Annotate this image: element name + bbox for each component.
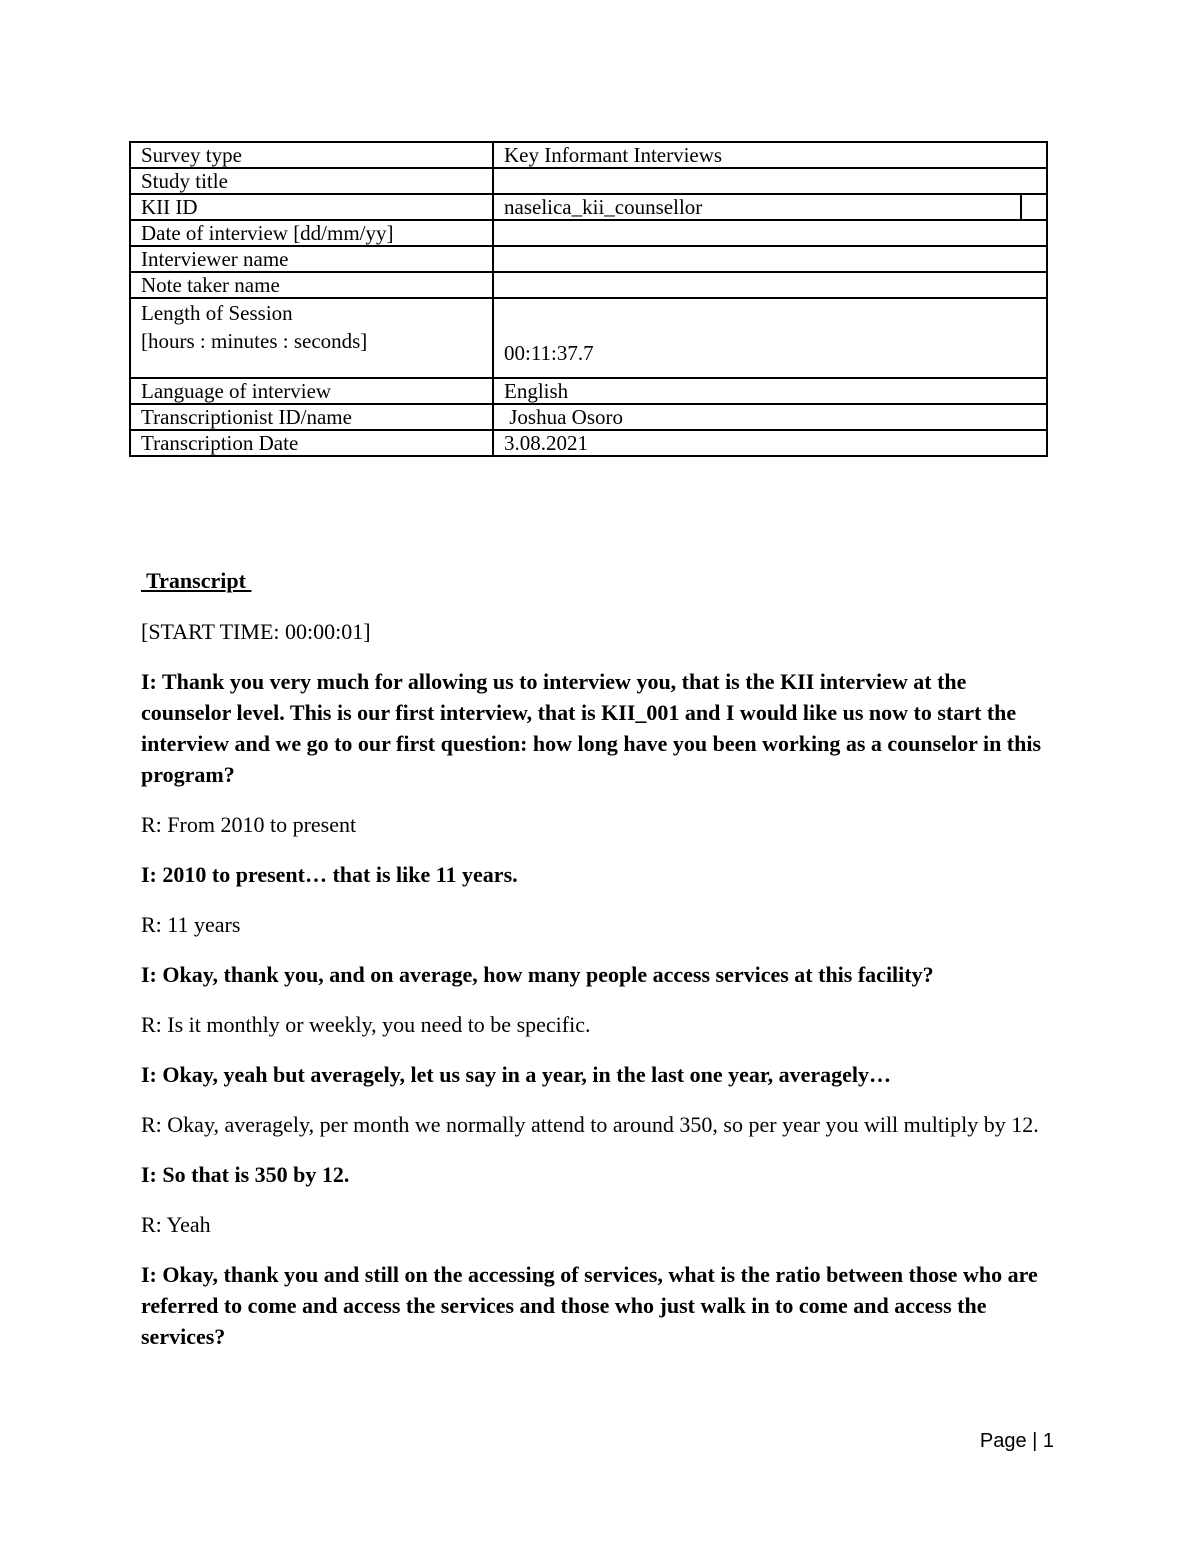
table-row xyxy=(130,142,1047,168)
table-row xyxy=(130,272,1047,298)
table-row xyxy=(130,168,1047,194)
row-value: English xyxy=(493,378,1047,404)
interviewer-line: I: So that is 350 by 12. xyxy=(141,1162,350,1187)
row-label: Study title xyxy=(130,168,493,194)
row-value: naselica_kii_counsellor xyxy=(504,195,703,219)
respondent-line: R: 11 years xyxy=(141,912,241,937)
row-value xyxy=(493,246,1047,272)
respondent-line: R: Yeah xyxy=(141,1212,211,1237)
row-label: Interviewer name xyxy=(130,246,493,272)
interviewer-line: I: Okay, yeah but averagely, let us say in a year, in the last one year, averagely… xyxy=(141,1062,892,1087)
inner-box xyxy=(1020,195,1046,219)
table-row xyxy=(130,220,1047,246)
row-value xyxy=(493,272,1047,298)
interview-metadata-table xyxy=(129,141,1048,457)
table-row xyxy=(130,430,1047,456)
row-value: 3.08.2021 xyxy=(493,430,1047,456)
row-label xyxy=(130,298,493,378)
table-row xyxy=(130,378,1047,404)
row-value: Key Informant Interviews xyxy=(493,142,1047,168)
row-value xyxy=(493,220,1047,246)
table-row xyxy=(130,298,1047,378)
row-label-line: [hours : minutes : seconds] xyxy=(141,329,368,353)
interviewer-line: I: 2010 to present… that is like 11 years. xyxy=(141,862,518,887)
transcript-section xyxy=(141,565,1046,1371)
respondent-line: R: From 2010 to present xyxy=(141,812,357,837)
row-value: 00:11:37.7 xyxy=(493,298,1047,378)
row-value: Joshua Osoro xyxy=(493,404,1047,430)
table-row xyxy=(130,404,1047,430)
row-label-line: Length of Session xyxy=(141,301,293,325)
start-time: [START TIME: 00:00:01] xyxy=(141,619,371,644)
kii-id-cell xyxy=(493,194,1047,220)
interviewer-line: I: Okay, thank you and still on the accessing of services, what is the ratio between those who are referred to come and access the services and those who just walk in to come and access the services? xyxy=(141,1262,1038,1349)
page-number-footer: Page | 1 xyxy=(979,1430,1054,1452)
interviewer-line: I: Thank you very much for allowing us to interview you, that is the KII interview at the counselor level. This is our first interview, that is KII_001 and I would like us now to start the interview and we go to our first question: how long have you been working as a counselor in this program? xyxy=(141,669,1042,787)
row-label: Transcription Date xyxy=(130,430,493,456)
interviewer-line: I: Okay, thank you, and on average, how many people access services at this facility? xyxy=(141,962,934,987)
table-row xyxy=(130,194,1047,220)
row-label: Survey type xyxy=(130,142,493,168)
row-label: Date of interview [dd/mm/yy] xyxy=(130,220,493,246)
respondent-line: R: Okay, averagely, per month we normally attend to around 350, so per year you will multiply by 12. xyxy=(141,1112,1039,1137)
transcript-heading: Transcript xyxy=(141,568,252,593)
table-row xyxy=(130,246,1047,272)
respondent-line: R: Is it monthly or weekly, you need to be specific. xyxy=(141,1012,591,1037)
row-label: KII ID xyxy=(130,194,493,220)
row-label: Transcriptionist ID/name xyxy=(130,404,493,430)
row-value xyxy=(493,168,1047,194)
row-label: Note taker name xyxy=(130,272,493,298)
row-label: Language of interview xyxy=(130,378,493,404)
